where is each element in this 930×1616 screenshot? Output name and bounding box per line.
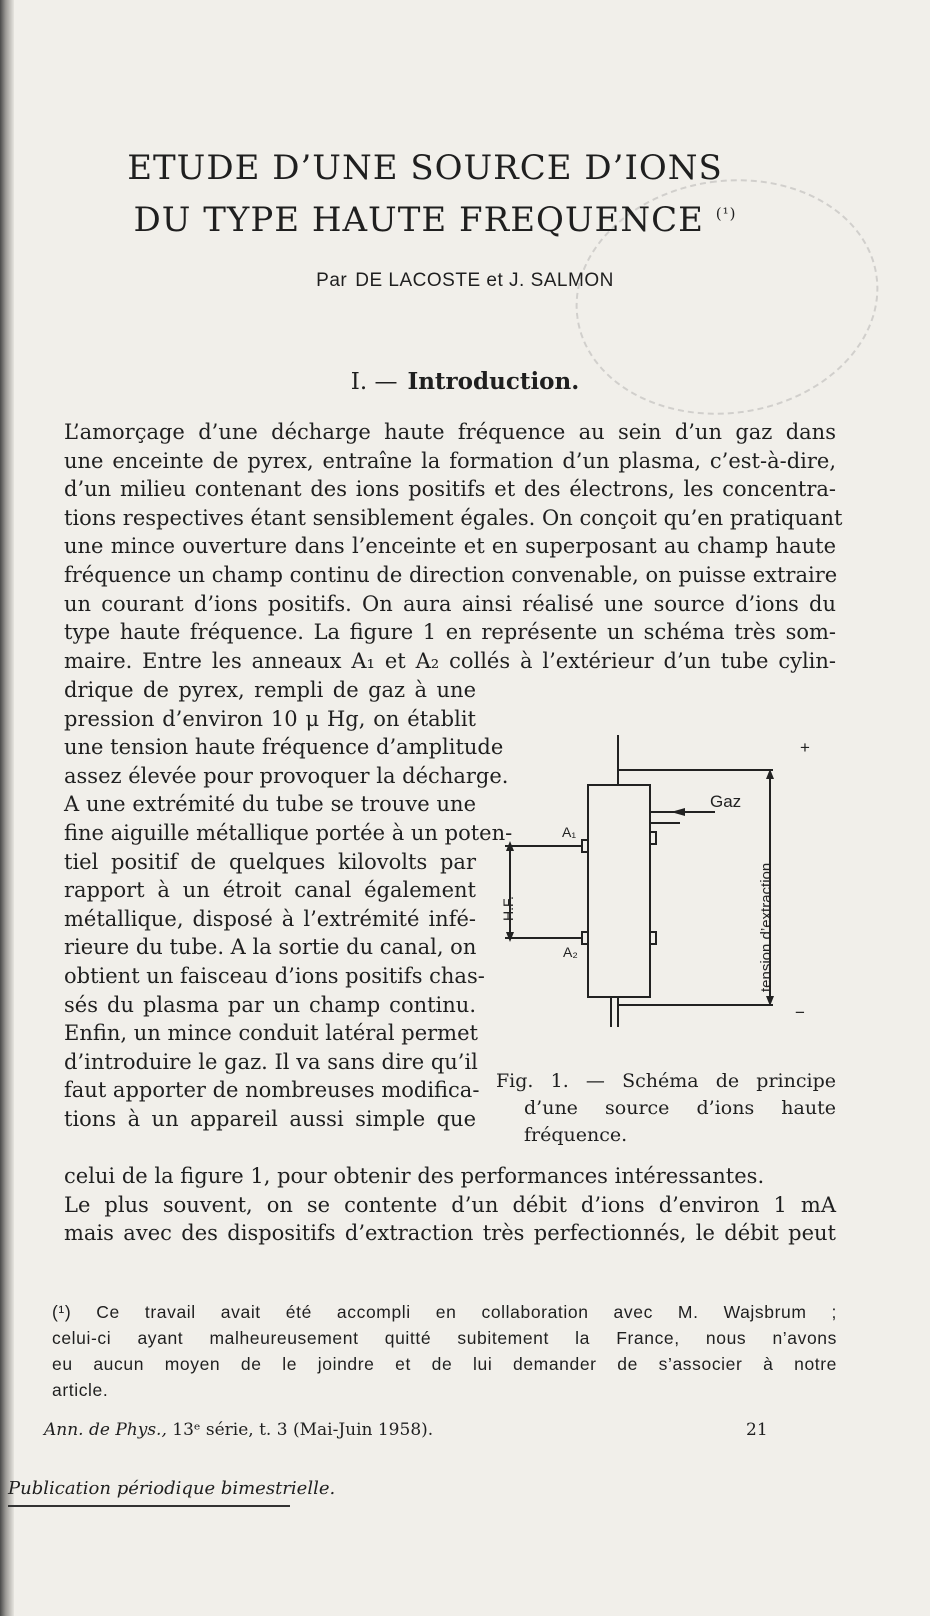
text-line: celui de la figure 1, pour obtenir des performances intéressantes. bbox=[64, 1164, 765, 1188]
binding-shadow bbox=[0, 0, 14, 1616]
authors-names: DE LACOSTE et J. SALMON bbox=[355, 270, 614, 291]
caption-line: fréquence. bbox=[524, 1124, 628, 1146]
text-line: tiel positif de quelques kilovolts par bbox=[64, 849, 476, 874]
periodic-underline bbox=[8, 1505, 290, 1507]
text-line: faut apporter de nombreuses modifica- bbox=[64, 1078, 480, 1103]
periodic-note: Publication périodique bimestrielle. bbox=[8, 1478, 336, 1499]
text-line: Enfin, un mince conduit latéral permet bbox=[64, 1021, 478, 1046]
authors-line bbox=[0, 270, 930, 292]
text-line: tions à un appareil aussi simple que bbox=[64, 1106, 476, 1131]
journal-reference bbox=[44, 1420, 433, 1440]
text-line: d’un milieu contenant des ions positifs et des électrons, les concentra- bbox=[64, 477, 836, 502]
ring-a1-left bbox=[582, 840, 588, 852]
label-a2: A₂ bbox=[563, 944, 578, 960]
journal-volume: 13ᵉ série, t. 3 (Mai-Juin 1958). bbox=[172, 1420, 434, 1440]
text-line: drique de pyrex, rempli de gaz à une bbox=[64, 678, 476, 702]
section-number: I. — bbox=[350, 369, 398, 395]
footnote-line: celui-ci ayant malheureusement quitté subitement la France, nous n’avons bbox=[52, 1328, 837, 1348]
paragraph-2 bbox=[64, 1162, 836, 1248]
title-line-2 bbox=[0, 200, 900, 240]
label-hf: H.F. bbox=[500, 896, 516, 921]
footnote-line: article. bbox=[52, 1380, 109, 1400]
text-line: mais avec des dispositifs d’extraction très perfectionnés, le débit peut bbox=[64, 1221, 836, 1246]
text-line: sés du plasma par un champ continu. bbox=[64, 992, 476, 1017]
text-line: fine aiguille métallique portée à un poten- bbox=[64, 820, 513, 845]
text-line: obtient un faisceau d’ions positifs chas- bbox=[64, 963, 485, 988]
text-line: assez élevée pour provoquer la décharge. bbox=[64, 763, 509, 788]
text-line: d’introduire le gaz. Il va sans dire qu’il bbox=[64, 1049, 478, 1074]
ring-a1-right bbox=[650, 832, 656, 844]
paragraph-1 bbox=[64, 418, 843, 675]
text-line: type haute fréquence. La figure 1 en représente un schéma très som- bbox=[64, 620, 836, 645]
footnote-1 bbox=[52, 1299, 837, 1403]
page-number: 21 bbox=[746, 1420, 768, 1440]
authors-prefix: Par bbox=[316, 270, 348, 291]
caption-line: Fig. 1. — Schéma de principe bbox=[496, 1070, 836, 1092]
text-line: métallique, disposé à l’extrémité infé- bbox=[64, 906, 476, 931]
text-line: une tension haute fréquence d’amplitude bbox=[64, 735, 504, 760]
footnote-line: (¹) Ce travail avait été accompli en collaboration avec M. Wajsbrum ; bbox=[52, 1302, 837, 1322]
label-a1: A₁ bbox=[562, 824, 577, 840]
ring-a2-right bbox=[650, 932, 656, 944]
journal-abbrev: Ann. de Phys., bbox=[44, 1420, 167, 1440]
text-line: tions respectives étant sensiblement égales. On conçoit qu’en pratiquant bbox=[64, 505, 843, 530]
pyrex-tube bbox=[588, 785, 650, 997]
gas-arrowhead bbox=[671, 808, 685, 816]
text-line: rieure du tube. A la sortie du canal, on bbox=[64, 935, 477, 960]
title-footnote-mark[interactable]: (¹) bbox=[715, 204, 737, 223]
label-plus: + bbox=[800, 738, 810, 757]
text-line: un courant d’ions positifs. On aura ainsi réalisé une source d’ions du bbox=[64, 591, 836, 616]
ring-a2-left bbox=[582, 932, 588, 944]
text-line: A une extrémité du tube se trouve une bbox=[64, 792, 476, 817]
section-heading bbox=[0, 368, 930, 395]
label-minus: − bbox=[795, 1003, 805, 1022]
text-line: pression d’environ 10 μ Hg, on établit bbox=[64, 706, 476, 731]
caption-line: d’une source d’ions haute bbox=[524, 1097, 836, 1119]
text-line: Le plus souvent, on se contente d’un débit d’ions d’environ 1 mA bbox=[64, 1192, 836, 1217]
title-line-1: ETUDE D’UNE SOURCE D’IONS bbox=[127, 148, 723, 188]
label-tension-extraction: tension d’extraction bbox=[758, 862, 775, 992]
text-line: fréquence un champ continu de direction convenable, on puisse extraire bbox=[64, 562, 838, 587]
title-line-2-text: DU TYPE HAUTE FREQUENCE bbox=[133, 200, 704, 240]
text-line: une enceinte de pyrex, entraîne la formation d’un plasma, c’est-à-dire, bbox=[64, 448, 836, 473]
section-title: Introduction. bbox=[407, 368, 580, 395]
figure-1-schematic bbox=[500, 735, 830, 1050]
text-line: maire. Entre les anneaux A₁ et A₂ collés à l’extérieur d’un tube cylin- bbox=[64, 648, 836, 673]
footnote-line: eu aucun moyen de le joindre et de lui demander de s’associer à notre bbox=[52, 1354, 837, 1374]
text-line: une mince ouverture dans l’enceinte et en superposant au champ haute bbox=[64, 534, 836, 559]
text-line: L’amorçage d’une décharge haute fréquence au sein d’un gaz dans bbox=[64, 420, 836, 444]
label-gaz: Gaz bbox=[710, 792, 742, 811]
figure-1-caption bbox=[496, 1068, 836, 1149]
text-line: rapport à un étroit canal également bbox=[64, 878, 476, 903]
